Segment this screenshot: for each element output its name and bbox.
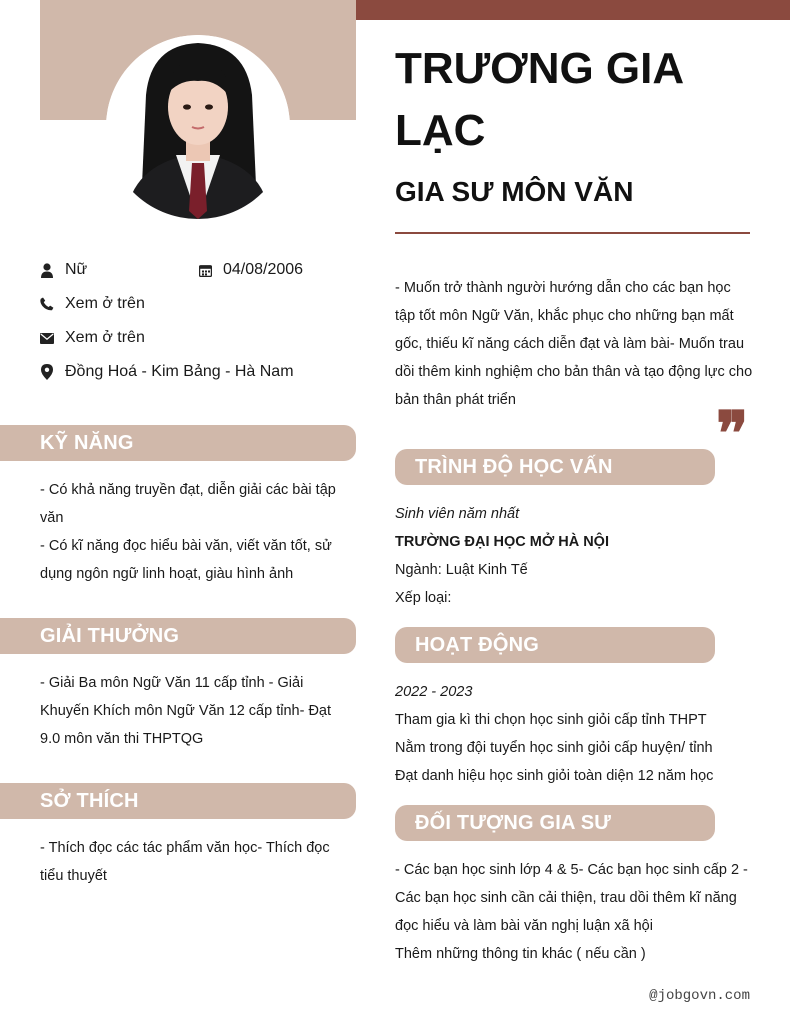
skill-item: - Có khả năng truyền đạt, diễn giải các bài tập văn <box>40 482 336 526</box>
activity-item: Nằm trong đội tuyển học sinh giỏi cấp huyện/ tỉnh <box>395 740 713 756</box>
email-row <box>40 326 145 350</box>
education-heading: TRÌNH ĐỘ HỌC VẤN <box>395 449 715 485</box>
phone-icon <box>40 296 54 312</box>
watermark: @jobgovn.com <box>649 988 750 1004</box>
job-title: GIA SƯ MÔN VĂN <box>395 176 634 207</box>
calendar-icon <box>198 262 212 278</box>
gender-value: Nữ <box>65 261 88 278</box>
skill-item: - Có kĩ năng đọc hiểu bài văn, viết văn tốt, sử dụng ngôn ngữ linh hoạt, giàu hình ảnh <box>40 538 332 582</box>
birthday-value: 04/08/2006 <box>223 261 304 278</box>
birthday-row <box>198 258 303 282</box>
education-major: Ngành: Luật Kinh Tế <box>395 562 528 578</box>
activities-block <box>395 678 755 790</box>
awards-heading: GIẢI THƯỞNG <box>0 618 356 654</box>
address-row <box>40 360 294 384</box>
avatar <box>106 35 290 219</box>
education-school: TRƯỜNG ĐẠI HỌC MỞ HÀ NỘI <box>395 534 609 550</box>
target-text: - Các bạn học sinh lớp 4 & 5- Các bạn học sinh cấp 2 - Các bạn học sinh cần cải thiện, trau dồi thêm kĩ năng đọc hiểu và làm bài văn nghị luận xã hội <box>395 862 748 934</box>
awards-text: - Giải Ba môn Ngữ Văn 11 cấp tỉnh - Giải Khuyến Khích môn Ngữ Văn 12 cấp tỉnh- Đạt 9.0 môn văn thi THPTQG <box>40 675 332 747</box>
activities-heading: HOẠT ĐỘNG <box>395 627 715 663</box>
hobbies-text: - Thích đọc các tác phẩm văn học- Thích đọc tiểu thuyết <box>40 840 330 884</box>
skills-list <box>40 476 346 588</box>
map-pin-icon <box>40 364 54 380</box>
user-icon <box>40 262 54 278</box>
activities-period: 2022 - 2023 <box>395 684 473 700</box>
gender-row <box>40 258 87 282</box>
candidate-name: TRƯƠNG GIA LẠC <box>395 44 683 155</box>
email-value: Xem ở trên <box>65 329 145 346</box>
address-value: Đồng Hoá - Kim Bảng - Hà Nam <box>65 363 294 380</box>
skills-heading: KỸ NĂNG <box>0 425 356 461</box>
target-block <box>395 856 755 968</box>
education-rank: Xếp loại: <box>395 590 452 606</box>
phone-row <box>40 292 145 316</box>
target-heading: ĐỐI TƯỢNG GIA SƯ <box>395 805 715 841</box>
activity-item: Đạt danh hiệu học sinh giỏi toàn diện 12 năm học <box>395 768 714 784</box>
envelope-icon <box>40 330 54 346</box>
phone-value: Xem ở trên <box>65 295 145 312</box>
hobbies-heading: SỞ THÍCH <box>0 783 356 819</box>
activity-item: Tham gia kì thi chọn học sinh giỏi cấp tỉnh THPT <box>395 712 707 728</box>
target-extra: Thêm những thông tin khác ( nếu cần ) <box>395 946 646 962</box>
objective-text: - Muốn trở thành người hướng dẫn cho các bạn học tập tốt môn Ngữ Văn, khắc phục cho những bạn mất gốc, thiếu kĩ năng cách diễn đạt và làm bài- Muốn trau dồi thêm kinh nghiệm cho bản thân và tạo động lực cho bản thân phát triển <box>395 280 753 408</box>
quote-icon: ❞ <box>716 399 749 469</box>
education-status: Sinh viên năm nhất <box>395 506 520 522</box>
education-block <box>395 500 755 612</box>
top-accent-bar <box>356 0 790 20</box>
title-divider <box>395 232 750 234</box>
